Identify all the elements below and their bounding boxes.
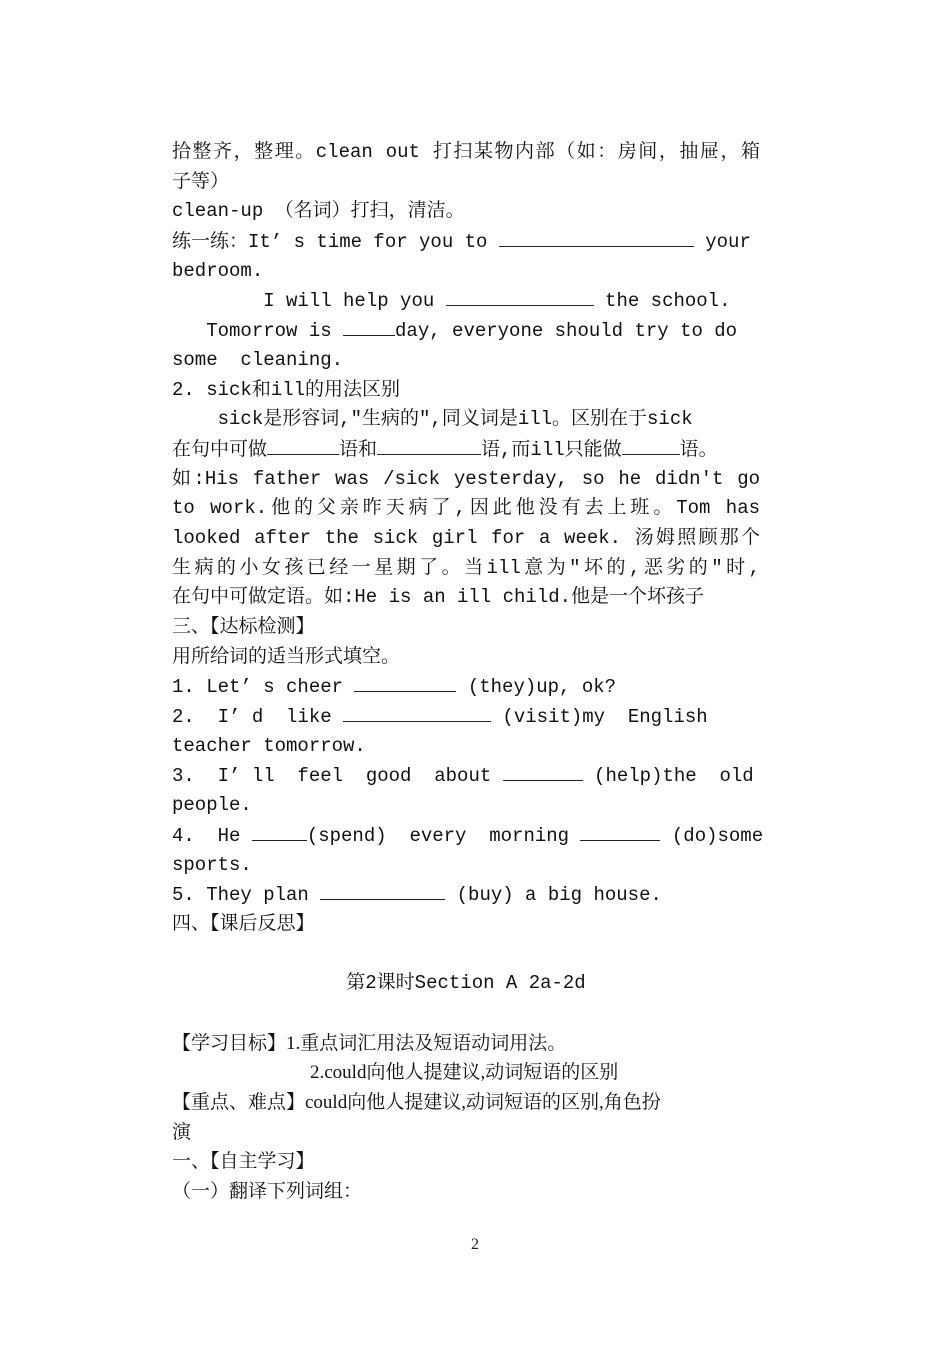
fill-blank[interactable] xyxy=(499,227,694,247)
lesson-title: 第2课时Section A 2a-2d xyxy=(346,972,586,995)
text-segment: 语。 xyxy=(679,438,718,461)
text-segment: (visit)my English xyxy=(491,706,708,729)
text-line: some cleaning. xyxy=(172,348,344,371)
fill-blank[interactable] xyxy=(377,435,481,455)
text-segment: (do)some xyxy=(660,824,764,847)
text-segment: Tomorrow is xyxy=(172,320,344,343)
fill-blank[interactable] xyxy=(446,286,594,306)
text-line: 拾整齐，整理。clean out 打扫某物内部（如：房间，抽屉，箱 xyxy=(172,141,760,163)
learning-goals: 【学习目标】1.重点词汇用法及短语动词用法。 xyxy=(172,1032,567,1054)
section-heading: 2. sick和ill的用法区别 xyxy=(172,378,401,401)
text-line: bedroom. xyxy=(172,259,264,282)
subsection-heading: （一）翻译下列词组： xyxy=(172,1181,363,1203)
fill-blank[interactable] xyxy=(580,821,660,841)
text-line: 如:His father was /sick yesterday, so he didn't go xyxy=(172,467,760,490)
exercise-line xyxy=(172,702,760,732)
text-segment: 2. I’ d like xyxy=(172,706,344,729)
learning-goals-2: 2.could向他人提建议,动词短语的区别 xyxy=(310,1062,619,1084)
text-segment: 练一练：It’ s time for you to xyxy=(172,231,499,254)
text-segment: (buy) a big house. xyxy=(445,884,662,907)
text-segment: I will help you xyxy=(172,290,446,313)
text-segment: 在句中可做 xyxy=(172,438,268,461)
exercise-line xyxy=(172,286,760,316)
text-segment: day, everyone should try to do xyxy=(395,320,738,343)
spacer xyxy=(172,999,760,1029)
exercise-line xyxy=(172,880,760,910)
text-segment: 5. They plan xyxy=(172,884,321,907)
text-segment: 语和 xyxy=(339,438,378,461)
text-line: looked after the sick girl for a week. 汤姆照顾那个 xyxy=(172,526,760,549)
text-line: people. xyxy=(172,794,252,817)
key-points: 【重点、难点】could向他人提建议,动词短语的区别,角色扮 xyxy=(172,1092,661,1113)
section-heading: 三、【达标检测】 xyxy=(172,616,315,638)
text-line: to work.他的父亲昨天病了,因此他没有去上班。Tom has xyxy=(172,497,760,520)
exercise-line xyxy=(172,672,760,702)
fill-blank[interactable] xyxy=(354,672,456,692)
text-segment: (they)up, ok? xyxy=(456,676,617,699)
text-segment: 1. Let’ s cheer xyxy=(172,676,355,699)
text-line: 在句中可做定语。如:He is an ill child.他是一个坏孩子 xyxy=(172,586,705,609)
fill-blank[interactable] xyxy=(343,702,491,722)
text-line: clean-up （名词）打扫，清洁。 xyxy=(172,200,465,223)
text-segment: (help)the old xyxy=(582,765,754,788)
exercise-line xyxy=(172,227,760,257)
text-segment: 4. He xyxy=(172,824,252,847)
text-line: sports. xyxy=(172,853,252,876)
text-segment: 语,而ill只能做 xyxy=(481,438,622,461)
text-line: teacher tomorrow. xyxy=(172,734,366,757)
fill-blank[interactable] xyxy=(252,821,307,841)
text-segment: the school. xyxy=(593,290,731,313)
fill-blank[interactable] xyxy=(622,435,680,455)
exercise-line xyxy=(172,435,760,465)
exercise-line xyxy=(172,316,760,346)
text-line: 生病的小女孩已经一星期了。当ill意为"坏的,恶劣的"时, xyxy=(172,556,760,579)
spacer xyxy=(172,940,760,970)
fill-blank[interactable] xyxy=(503,761,583,781)
section-heading: 一、【自主学习】 xyxy=(172,1151,315,1173)
instruction-text: 用所给词的适当形式填空。 xyxy=(172,645,401,668)
text-segment: 3. I’ ll feel good about xyxy=(172,765,503,788)
document-page xyxy=(172,138,764,1207)
section-heading: 四、【课后反思】 xyxy=(172,912,315,935)
fill-blank[interactable] xyxy=(343,316,395,336)
page-number: 2 xyxy=(471,1236,479,1253)
text-line: 子等） xyxy=(172,170,230,193)
exercise-line xyxy=(172,761,760,791)
exercise-line xyxy=(172,821,764,851)
fill-blank[interactable] xyxy=(320,880,445,900)
key-points-cont: 演 xyxy=(172,1121,192,1143)
text-segment: your xyxy=(693,231,751,254)
text-line: sick是形容词,"生病的",同义词是ill。区别在于sick xyxy=(172,408,693,431)
text-segment: (spend) every morning xyxy=(306,824,581,847)
fill-blank[interactable] xyxy=(267,435,339,455)
